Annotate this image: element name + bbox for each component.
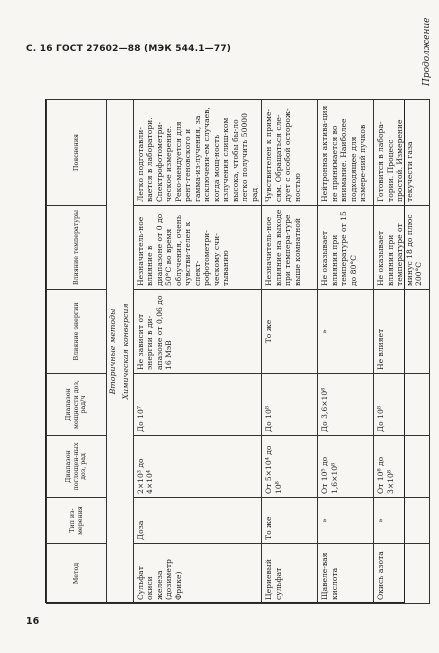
col-header-method: Метод bbox=[47, 544, 107, 604]
cell-dose-range: От 5×10⁴ до 10⁸ bbox=[262, 436, 318, 498]
cell-dose-range: От 10⁵ до 1,6×10⁸ bbox=[318, 436, 374, 498]
cell-method: Щавеле-вая кислота bbox=[318, 544, 374, 604]
cell-notes: Чувствителен к приме-сям. Обращаться сле-дует с особой осторож-ностью bbox=[262, 100, 318, 206]
col-header-energy: Влияние энергии bbox=[47, 290, 107, 374]
col-header-notes: Пояснения bbox=[47, 100, 107, 206]
cell-temperature: Незначитель-ное влияние в диапазоне от 0 до 50°С во время облучения, очень чувстви-телен к спект-рофотометри-ческому счи-тыванию bbox=[134, 206, 262, 290]
table-row bbox=[318, 100, 374, 604]
cell-rate-range: До 10⁸ bbox=[374, 374, 430, 436]
cell-dose-range: От 10⁸ до 3×10⁸ bbox=[374, 436, 430, 498]
subsection-title: Химическая конверсия bbox=[120, 100, 134, 604]
col-header-temperature: Влияние температуры bbox=[47, 206, 107, 290]
cell-energy: Не влияет bbox=[374, 290, 430, 374]
cell-temperature: Не оказывает влияния при температуре от 15 до 80°С bbox=[318, 206, 374, 290]
rotated-table-container bbox=[46, 100, 424, 604]
cell-type: Доза bbox=[134, 498, 262, 544]
cell-rate-range: До 10⁸ bbox=[262, 374, 318, 436]
col-header-type: Тип из-мерения bbox=[47, 498, 107, 544]
cell-rate-range: До 10⁷ bbox=[134, 374, 262, 436]
continuation-label: Продолжение bbox=[422, 17, 432, 86]
page-header: С. 16 ГОСТ 27602—88 (МЭК 544.1—77) bbox=[26, 44, 232, 54]
cell-rate-range: До 3,6×10⁸ bbox=[318, 374, 374, 436]
subsection-row bbox=[120, 100, 134, 604]
cell-type: » bbox=[374, 498, 430, 544]
section-row bbox=[107, 100, 121, 604]
cell-notes: Нейтронная актива-ция не принимается во внимание. Наиболее подходящее для измере-ний пучков bbox=[318, 100, 374, 206]
cell-notes: Легко подготавли-вается в лаборатори. Спектрофотометри-ческое измерение. Реко-мендуется для рент-геновского и гамма-из-лучения, за исключени-ем случаев, когда мощ-ность излучения слиш-ком высока, чтобы бы-ло легко получить 50000 рад bbox=[134, 100, 262, 206]
cell-method: Цериевый сульфат bbox=[262, 544, 318, 604]
cell-type: То же bbox=[262, 498, 318, 544]
cell-energy: » bbox=[318, 290, 374, 374]
cell-temperature: Не оказывает влияния при температуре от минус 18 до плюс 200°С bbox=[374, 206, 430, 290]
methods-table bbox=[46, 99, 430, 604]
col-header-rate-range: Диапазон мощности доз, рад/ч bbox=[47, 374, 107, 436]
page-number: 16 bbox=[26, 616, 40, 627]
table-frame bbox=[45, 99, 424, 603]
cell-energy: То же bbox=[262, 290, 318, 374]
header-row bbox=[47, 100, 107, 604]
cell-method: Окись азота bbox=[374, 544, 430, 604]
cell-dose-range: 2×10³ до 4×10⁴ bbox=[134, 436, 262, 498]
cell-method: Сульфат окиси железа (дозиметр Фрике) bbox=[134, 544, 262, 604]
cell-type: » bbox=[318, 498, 374, 544]
cell-temperature: Незначитель-ное влияние на выходе при темпера-туре выше комнатной bbox=[262, 206, 318, 290]
cell-notes: Готовится в лабора-тории. Процесс простой. Измерение текучести газа bbox=[374, 100, 430, 206]
col-header-dose-range: Диапазон поглощен-ных доз, рад bbox=[47, 436, 107, 498]
table-row bbox=[134, 100, 262, 604]
table-row bbox=[374, 100, 430, 604]
section-title: Вторичные методы bbox=[107, 100, 121, 604]
table-row bbox=[262, 100, 318, 604]
cell-energy: Не зависит от энергии в ди-апазоне от 0,06 до 16 МэВ bbox=[134, 290, 262, 374]
